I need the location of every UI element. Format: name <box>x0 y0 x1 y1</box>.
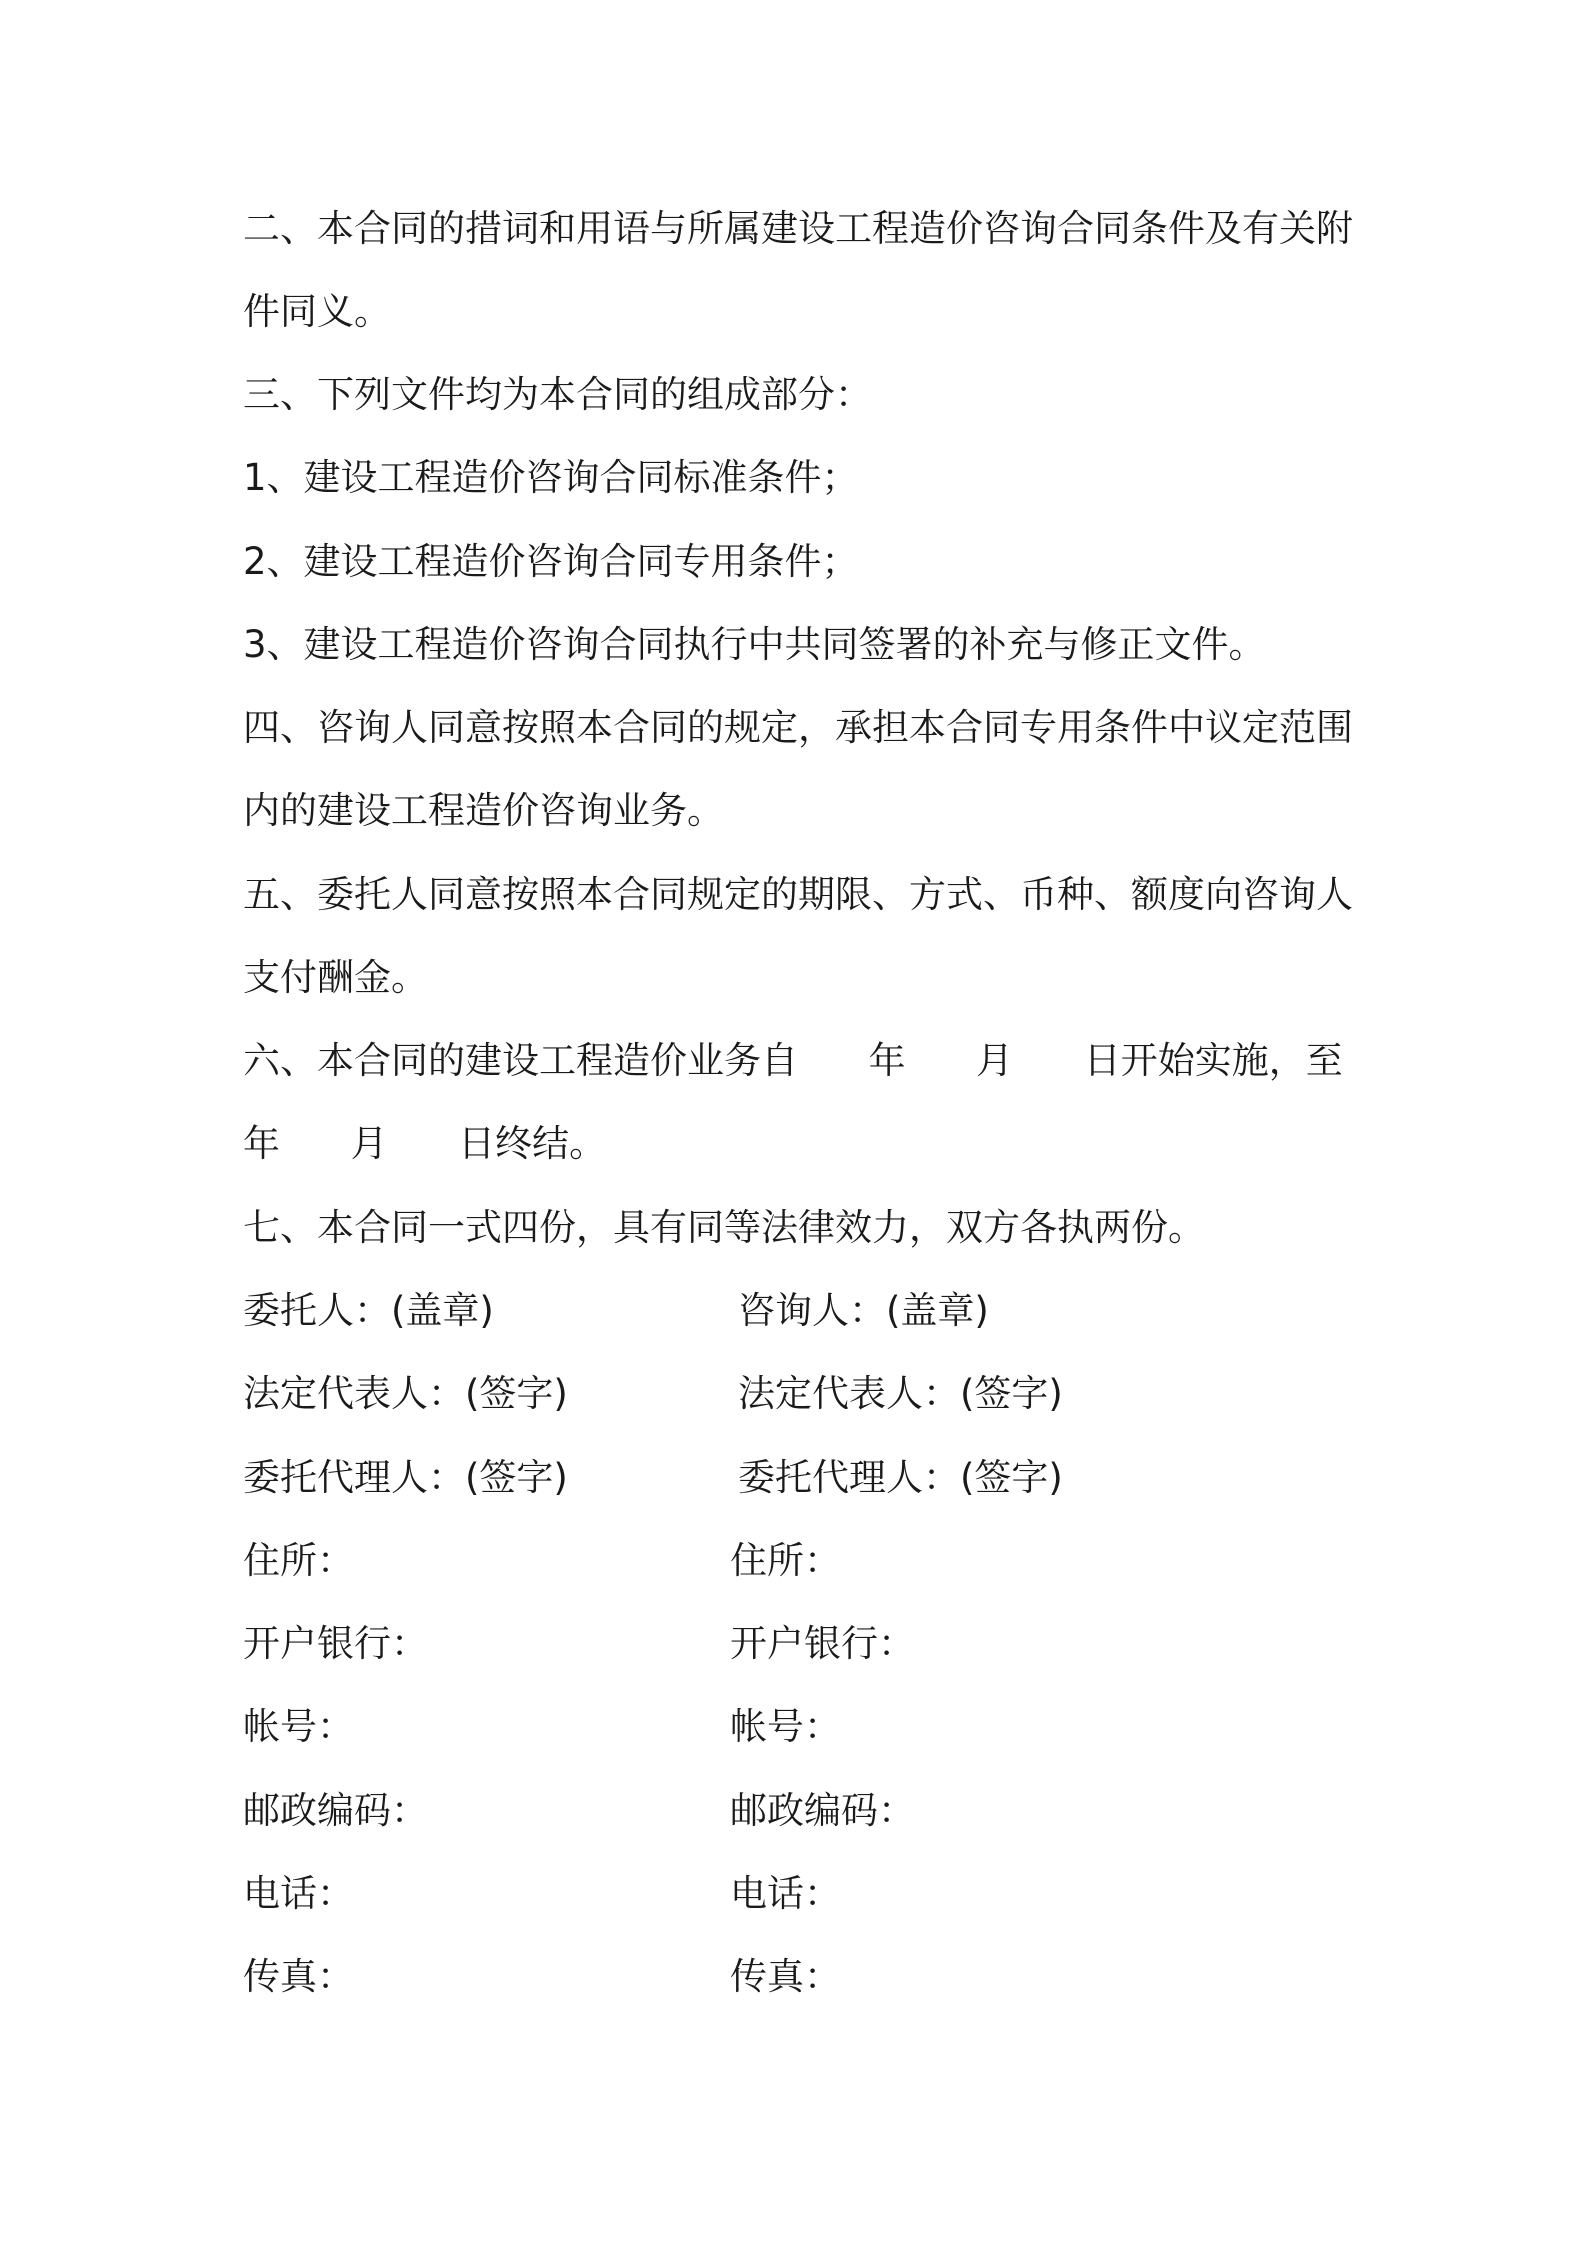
client-legal-rep-label: 法定代表人：(签字) <box>243 1372 568 1415</box>
clause-2-line-2: 件同义。 <box>243 290 391 333</box>
clause-4-line-2: 内的建设工程造价咨询业务。 <box>243 789 724 832</box>
consultant-phone-label: 电话： <box>730 1872 841 1915</box>
clause-3-item-1: 1、建设工程造价咨询合同标准条件； <box>243 456 859 499</box>
clause-3-title: 三、下列文件均为本合同的组成部分： <box>243 373 872 416</box>
client-postcode-label: 邮政编码： <box>243 1789 428 1832</box>
client-party-label: 委托人：(盖章) <box>243 1289 494 1332</box>
clause-6-line-1: 六、本合同的建设工程造价业务自 年 月 日开始实施，至 <box>243 1039 1343 1082</box>
consultant-address-label: 住所： <box>730 1539 841 1582</box>
clause-2-line-1: 二、本合同的措词和用语与所属建设工程造价咨询合同条件及有关附 <box>243 207 1353 250</box>
client-agent-label: 委托代理人：(签字) <box>243 1456 568 1499</box>
client-phone-label: 电话： <box>243 1872 354 1915</box>
clause-5-line-1: 五、委托人同意按照本合同规定的期限、方式、币种、额度向咨询人 <box>243 873 1353 916</box>
clause-6-line-2: 年 月 日终结。 <box>243 1122 607 1165</box>
client-account-label: 帐号： <box>243 1705 354 1748</box>
clause-4-line-1: 四、咨询人同意按照本合同的规定，承担本合同专用条件中议定范围 <box>243 706 1353 749</box>
clause-3-item-3: 3、建设工程造价咨询合同执行中共同签署的补充与修正文件。 <box>243 623 1266 666</box>
consultant-fax-label: 传真： <box>730 1955 841 1998</box>
consultant-postcode-label: 邮政编码： <box>730 1789 915 1832</box>
clause-7: 七、本合同一式四份，具有同等法律效力，双方各执两份。 <box>243 1206 1205 1249</box>
client-address-label: 住所： <box>243 1539 354 1582</box>
clause-5-line-2: 支付酬金。 <box>243 956 428 999</box>
client-fax-label: 传真： <box>243 1955 354 1998</box>
consultant-party-label: 咨询人：(盖章) <box>738 1289 989 1332</box>
consultant-legal-rep-label: 法定代表人：(签字) <box>738 1372 1063 1415</box>
consultant-bank-label: 开户银行： <box>730 1622 915 1665</box>
client-bank-label: 开户银行： <box>243 1622 428 1665</box>
consultant-agent-label: 委托代理人：(签字) <box>738 1456 1063 1499</box>
clause-3-item-2: 2、建设工程造价咨询合同专用条件； <box>243 540 859 583</box>
consultant-account-label: 帐号： <box>730 1705 841 1748</box>
